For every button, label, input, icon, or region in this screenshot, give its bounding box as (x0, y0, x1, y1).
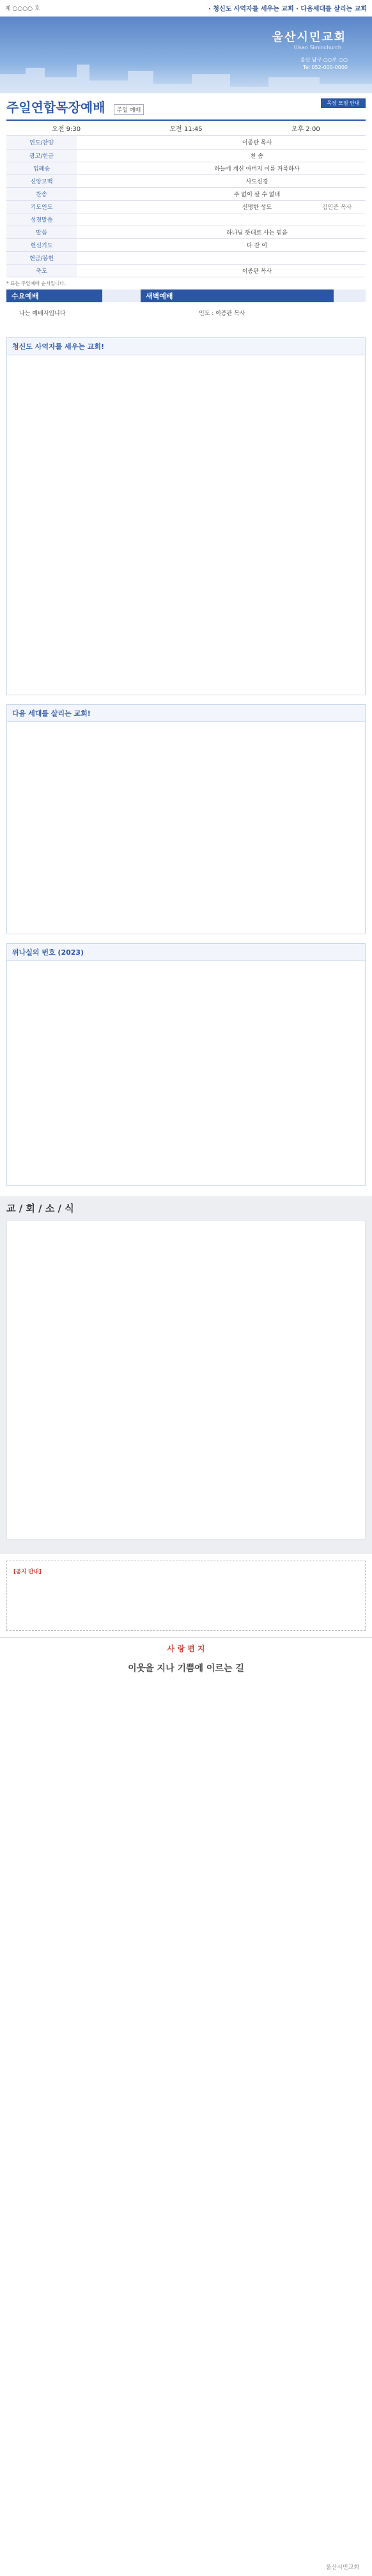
order-v (77, 187, 206, 200)
order-k: 말씀 (6, 226, 77, 238)
order-k: 축도 (6, 264, 77, 277)
order-c (308, 238, 366, 251)
worship-title: 주일연합목장예배 (6, 100, 105, 115)
order-v (77, 213, 206, 226)
order-row (6, 238, 366, 251)
order-c (308, 187, 366, 200)
dawn-line1: 인도 : 이종관 목사 (199, 310, 245, 317)
order-v2: 하나님 뜻대로 사는 믿음 (206, 226, 308, 238)
order-v2: 찬 송 (206, 149, 308, 162)
issue-label: 제 ○○○○ 호 (5, 6, 40, 12)
worship-header (0, 93, 372, 120)
notes: * 표는 주일예배 순서입니다. (6, 280, 66, 286)
order-v (77, 226, 206, 238)
sub-service-detail (6, 305, 366, 328)
section-title: 다음 세대를 살리는 교회! (7, 705, 365, 722)
order-c (308, 149, 366, 162)
letter-title: 사 랑 편 지 (167, 1644, 205, 1653)
section-title: 위나실의 번호 (2023) (7, 944, 365, 961)
city-skyline (0, 55, 372, 93)
section-news (6, 943, 366, 1186)
order-v (77, 136, 206, 149)
order-c: 김민준 목사 (308, 200, 366, 213)
order-c (308, 264, 366, 277)
wed-line2 (13, 321, 180, 326)
letter-heading: 이웃을 지나 기쁨에 이르는 길 (128, 1663, 244, 1674)
section-body (7, 961, 365, 971)
section-nextgen (6, 704, 366, 934)
order-v (77, 200, 206, 213)
worship-date: 주일 예배 (114, 104, 144, 115)
wed-line1: 나는 예배자입니다 (19, 310, 66, 317)
order-k: 기도인도 (6, 200, 77, 213)
order-v2: 사도신경 (206, 174, 308, 187)
order-c (308, 213, 366, 226)
order-v (77, 264, 206, 277)
section-title: 청신도 사역자를 세우는 교회! (7, 338, 365, 355)
order-v (77, 174, 206, 187)
order-c (308, 251, 366, 264)
phone-line: Tel 052-000-0000 (303, 65, 348, 70)
section-disciples (6, 337, 366, 695)
order-row (6, 174, 366, 187)
footer: 울산시민교회 (325, 2564, 359, 2571)
notice-title: [공지 안내] (13, 1568, 42, 1575)
order-v2: 선명한 성도 (206, 200, 308, 213)
news-box (6, 1220, 366, 1539)
order-v (77, 238, 206, 251)
church-logo: 울산시민교회 (272, 31, 346, 44)
order-c (308, 162, 366, 174)
order-row (6, 226, 366, 238)
order-c (308, 226, 366, 238)
service-times (6, 120, 366, 136)
order-row (6, 162, 366, 174)
church-logo-sub: Ulsan Siminchurch (293, 45, 341, 50)
order-c (308, 174, 366, 187)
order-row (6, 200, 366, 213)
section-body (7, 722, 365, 732)
order-v2: 주 없이 살 수 없네 (206, 187, 308, 200)
order-v (77, 149, 206, 162)
time-1: 오전 9:30 (52, 126, 81, 133)
banner (0, 17, 372, 93)
order-k: 찬송 (6, 187, 77, 200)
wednesday-service: 수요예배 (6, 289, 102, 302)
order-row (6, 251, 366, 264)
order-k: 헌신기도 (6, 238, 77, 251)
order-v2: 이종관 목사 (206, 136, 308, 149)
order-row (6, 264, 366, 277)
address-line: 울산 남구 ○○로 ○○ (300, 57, 348, 63)
letter-section (0, 1637, 372, 1674)
time-3: 오후 2:00 (291, 126, 320, 133)
order-v2: 다 같 이 (206, 238, 308, 251)
order-k: 성경말씀 (6, 213, 77, 226)
section-body (7, 355, 365, 366)
order-v (77, 162, 206, 174)
order-v2 (206, 251, 308, 264)
order-k: 신앙고백 (6, 174, 77, 187)
order-row (6, 149, 366, 162)
order-row (6, 213, 366, 226)
order-k: 인도/찬양 (6, 136, 77, 149)
top-header (0, 0, 372, 17)
time-2: 오전 11:45 (169, 126, 203, 133)
slogan: · 청신도 사역자를 세우는 교회 · 다음세대를 살리는 교회 (208, 6, 367, 13)
order-c (308, 136, 366, 149)
sub-service-bar (6, 289, 366, 302)
order-v2 (206, 213, 308, 226)
register-badge[interactable]: 목장 모임 안내 (321, 98, 366, 108)
notice-box (6, 1561, 366, 1631)
wednesday-time (102, 289, 141, 302)
order-table (6, 136, 366, 277)
dawn-time (334, 289, 366, 302)
order-k: 광고/헌금 (6, 149, 77, 162)
order-k: 입례송 (6, 162, 77, 174)
order-v (77, 251, 206, 264)
church-news (0, 1196, 372, 1554)
order-k: 헌금/봉헌 (6, 251, 77, 264)
order-row (6, 136, 366, 149)
dawn-service: 새벽예배 (141, 289, 334, 302)
order-row (6, 187, 366, 200)
news-title: 교 / 회 / 소 / 식 (6, 1202, 74, 1214)
dawn-line2 (192, 321, 359, 326)
order-v2: 이종관 목사 (206, 264, 308, 277)
order-v2: 하늘에 계신 아버지 이름 거룩하사 (206, 162, 308, 174)
